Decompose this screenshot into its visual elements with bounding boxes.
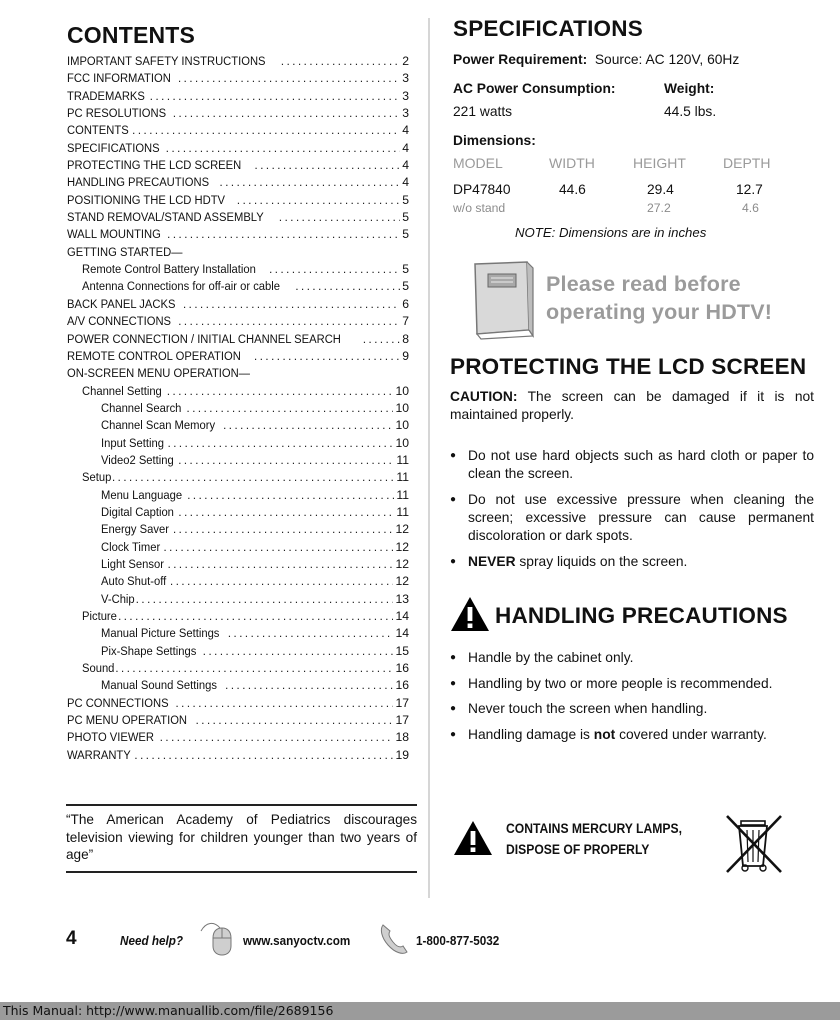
toc-entry-label: PC CONNECTIONS — [67, 695, 169, 710]
crossed-out-bin-icon — [721, 810, 787, 876]
website-link[interactable]: www.sanyoctv.com — [243, 933, 351, 948]
toc-leader-dots — [173, 521, 394, 538]
toc-entry — [67, 192, 409, 209]
toc-entry-page: 10 — [395, 418, 409, 433]
toc-entry-label: Menu Language — [101, 487, 183, 502]
toc-entry — [67, 695, 409, 712]
toc-entry-label: V-Chip — [101, 591, 135, 606]
list-item: ● Handling by two or more people is recommended. — [450, 675, 814, 693]
mouse-icon — [198, 922, 238, 956]
toc-entry-label: Digital Caption — [101, 504, 174, 519]
toc-entry-label: Channel Setting — [82, 383, 162, 398]
never-label: NEVER — [468, 554, 516, 569]
toc-leader-dots — [281, 53, 400, 70]
toc-leader-dots — [187, 487, 394, 504]
toc-entry — [67, 105, 409, 122]
toc-entry — [67, 209, 409, 226]
toc-entry — [67, 174, 409, 191]
col-width: WIDTH — [549, 155, 595, 171]
toc-entry-label: TRADEMARKS — [67, 88, 145, 103]
toc-entry-label: Remote Control Battery Installation — [82, 262, 256, 277]
toc-leader-dots — [254, 348, 400, 365]
toc-entry — [67, 417, 409, 434]
toc-entry-page: 12 — [395, 539, 409, 554]
toc-entry — [67, 435, 409, 452]
toc-leader-dots — [134, 747, 393, 764]
toc-entry-label: Channel Search — [101, 400, 182, 415]
toc-leader-dots — [167, 226, 400, 243]
col-model: MODEL — [453, 155, 503, 171]
toc-entry-page: 5 — [402, 227, 409, 242]
toc-leader-dots — [186, 400, 393, 417]
toc-entry-label: Picture — [82, 609, 117, 623]
toc-entry-page: 2 — [402, 54, 409, 68]
toc-entry — [67, 331, 409, 348]
toc-leader-dots — [118, 608, 394, 625]
toc-entry-label: Channel Scan Memory — [101, 418, 216, 433]
weight-label: Weight: — [664, 81, 715, 96]
toc-entry-page: 19 — [395, 747, 409, 762]
mercury-line-2: DISPOSE OF PROPERLY — [506, 842, 650, 857]
toc-entry-label: Input Setting — [101, 435, 164, 450]
toc-leader-dots — [178, 452, 394, 469]
toc-entry-label: Manual Picture Settings — [101, 626, 220, 641]
toc-entry-label: Sound — [82, 661, 115, 676]
toc-leader-dots — [167, 383, 394, 400]
power-requirement-value: Source: AC 120V, 60Hz — [594, 52, 740, 67]
list-item: ● Do not use hard objects such as hard cloth or paper to clean the screen. — [450, 447, 814, 483]
toc-entry-label: WARRANTY — [67, 747, 131, 762]
toc-entry-label: HANDLING PRECAUTIONS — [67, 175, 210, 190]
toc-entry — [67, 729, 409, 746]
toc-entry — [67, 278, 409, 295]
toc-entry-page: 11 — [396, 487, 409, 502]
cell-height: 29.4 — [647, 182, 674, 197]
toc-entry — [67, 157, 409, 174]
toc-entry — [67, 296, 409, 313]
power-requirement — [453, 52, 739, 67]
toc-entry-page: 14 — [395, 609, 409, 623]
power-requirement-label: Power Requirement: — [453, 52, 588, 67]
toc-leader-dots — [170, 573, 394, 590]
toc-leader-dots — [178, 504, 394, 521]
dimensions-header-row — [453, 155, 783, 173]
toc-leader-dots — [115, 660, 393, 677]
toc-entry — [67, 608, 409, 625]
toc-entry-label: BACK PANEL JACKS — [67, 296, 176, 311]
toc-entry — [67, 348, 409, 365]
toc-entry-page: 16 — [395, 661, 409, 676]
note-label: NOTE — [515, 225, 552, 240]
dimensions-note — [515, 225, 706, 240]
contents-list — [67, 53, 409, 764]
toc-entry-label: PC MENU OPERATION — [67, 713, 188, 728]
col-depth: DEPTH — [723, 155, 771, 171]
toc-leader-dots — [225, 677, 393, 694]
toc-entry — [67, 521, 409, 538]
toc-entry-page: 8 — [402, 331, 409, 346]
cell-height-without-stand: 27.2 — [647, 201, 671, 215]
toc-entry-page: 17 — [395, 713, 409, 728]
toc-leader-dots — [228, 625, 394, 642]
toc-entry-page: 5 — [402, 210, 409, 225]
toc-entry-page: 11 — [396, 470, 409, 485]
toc-entry — [67, 487, 409, 504]
toc-entry-page: 15 — [395, 643, 409, 658]
toc-entry — [67, 88, 409, 105]
toc-entry-page: 4 — [402, 158, 409, 173]
toc-entry-label: SPECIFICATIONS — [67, 140, 160, 155]
toc-leader-dots — [237, 192, 400, 209]
cell-model: DP47840 — [453, 182, 511, 197]
toc-entry-label: IMPORTANT SAFETY INSTRUCTIONS — [67, 54, 266, 68]
need-help-label: Need help? — [120, 933, 184, 948]
toc-entry-page: 3 — [402, 88, 409, 103]
toc-entry-label: PC RESOLUTIONS — [67, 106, 167, 121]
toc-entry — [67, 643, 409, 660]
toc-entry — [67, 313, 409, 330]
warning-icon — [453, 820, 493, 856]
toc-entry-page: 18 — [395, 730, 409, 745]
toc-entry — [67, 539, 409, 556]
warning-icon — [450, 596, 490, 632]
table-of-contents — [67, 22, 409, 764]
toc-leader-dots — [363, 331, 400, 348]
toc-entry — [67, 226, 409, 243]
cell-depth: 12.7 — [736, 182, 763, 197]
never-text: spray liquids on the screen. — [515, 554, 688, 569]
toc-entry — [67, 712, 409, 729]
toc-entry-page: 5 — [402, 192, 409, 207]
toc-entry — [67, 573, 409, 590]
toc-entry-page: 3 — [402, 71, 409, 86]
mercury-notice — [453, 810, 793, 880]
toc-entry-page: 17 — [395, 695, 409, 710]
handling-bullets — [450, 649, 814, 751]
toc-leader-dots — [195, 712, 393, 729]
col-height: HEIGHT — [633, 155, 686, 171]
toc-leader-dots — [279, 209, 400, 226]
manual-book-icon — [471, 260, 537, 340]
toc-entry-page: 6 — [402, 296, 409, 311]
toc-entry — [67, 140, 409, 157]
toc-entry-label: A/V CONNECTIONS — [67, 314, 172, 329]
weight-value: 44.5 lbs. — [664, 104, 717, 119]
toc-entry-label: Energy Saver — [101, 522, 169, 537]
phone-icon — [378, 922, 412, 956]
toc-entry-page: 5 — [402, 262, 409, 277]
toc-leader-dots — [269, 261, 400, 278]
toc-entry-label: ON-SCREEN MENU OPERATION— — [67, 366, 250, 381]
toc-entry-page: 12 — [395, 522, 409, 537]
notice-line-1: Please read before — [546, 272, 741, 296]
handling-title: HANDLING PRECAUTIONS — [495, 603, 788, 628]
toc-leader-dots — [150, 88, 401, 105]
mercury-line-1: CONTAINS MERCURY LAMPS, — [506, 821, 682, 836]
page-number: 4 — [66, 928, 77, 949]
toc-entry-page: 4 — [402, 140, 409, 155]
toc-entry — [67, 261, 409, 278]
mercury-text — [506, 818, 682, 860]
toc-entry-label: Manual Sound Settings — [101, 678, 217, 693]
toc-leader-dots — [178, 313, 400, 330]
note-text: : Dimensions are in inches — [551, 225, 707, 240]
column-divider — [428, 18, 430, 898]
toc-entry-page: 12 — [395, 556, 409, 571]
handling-last-bold: not — [593, 726, 616, 742]
list-item: ● Handle by the cabinet only. — [450, 649, 814, 667]
toc-entry — [67, 53, 409, 70]
toc-entry-label: WALL MOUNTING — [67, 227, 161, 242]
pediatrics-quote: “The American Academy of Pediatrics discourages television viewing for children younger than two years of age” — [66, 804, 417, 873]
toc-entry — [67, 122, 409, 139]
toc-entry-label: Pix-Shape Settings — [101, 643, 197, 658]
toc-leader-dots — [167, 556, 393, 573]
toc-entry — [67, 747, 409, 764]
list-item: ● Never touch the screen when handling. — [450, 700, 814, 718]
toc-entry-label: PROTECTING THE LCD SCREEN — [67, 158, 242, 173]
toc-leader-dots — [175, 695, 393, 712]
toc-leader-dots — [178, 70, 400, 87]
toc-entry-page: 4 — [402, 123, 409, 138]
list-item — [450, 726, 814, 744]
toc-entry — [67, 383, 409, 400]
notice-text — [546, 270, 772, 326]
notice-line-2: operating your HDTV! — [546, 300, 773, 324]
caution-body: The screen can be damaged if it is not maintained properly. — [450, 389, 814, 422]
toc-entry-label: FCC INFORMATION — [67, 71, 171, 86]
toc-leader-dots — [254, 157, 400, 174]
toc-entry — [67, 70, 409, 87]
toc-entry — [67, 400, 409, 417]
toc-leader-dots — [112, 469, 394, 486]
contents-title: CONTENTS — [67, 22, 196, 48]
toc-entry-label: GETTING STARTED— — [67, 244, 183, 259]
toc-entry-page: 10 — [395, 435, 409, 450]
toc-entry-page: 3 — [402, 106, 409, 121]
toc-entry-page: 10 — [395, 400, 409, 415]
toc-entry-label: STAND REMOVAL/STAND ASSEMBLY — [67, 210, 264, 225]
cell-depth-without-stand: 4.6 — [742, 201, 759, 215]
toc-entry-label: REMOTE CONTROL OPERATION — [67, 348, 241, 363]
toc-entry-label: POSITIONING THE LCD HDTV — [67, 192, 226, 207]
toc-leader-dots — [223, 417, 393, 434]
specifications-title: SPECIFICATIONS — [453, 16, 643, 41]
toc-entry — [67, 556, 409, 573]
protecting-bullets — [450, 447, 814, 579]
toc-leader-dots — [136, 591, 394, 608]
toc-entry — [67, 677, 409, 694]
toc-entry — [67, 504, 409, 521]
list-item — [450, 553, 814, 571]
toc-entry-page: 11 — [396, 452, 409, 467]
toc-entry-label: Clock Timer — [101, 539, 161, 554]
toc-entry-page: 12 — [395, 574, 409, 589]
phone-number: 1-800-877-5032 — [416, 933, 500, 948]
dimensions-row — [453, 182, 783, 200]
toc-leader-dots — [219, 174, 400, 191]
toc-entry-label: CONTENTS — [67, 123, 129, 138]
dimensions-without-stand-row — [453, 201, 783, 219]
toc-leader-dots — [167, 435, 393, 452]
handling-last-pre: Handling damage is — [468, 726, 594, 742]
cell-without-stand: w/o stand — [453, 201, 506, 215]
toc-entry-page: 11 — [396, 504, 409, 519]
toc-entry — [67, 660, 409, 677]
toc-entry-page: 14 — [395, 626, 409, 641]
toc-leader-dots — [163, 539, 393, 556]
toc-entry-label: POWER CONNECTION / INITIAL CHANNEL SEARCH — [67, 331, 341, 346]
toc-entry-page: 10 — [395, 383, 409, 398]
toc-entry-label: Setup — [82, 470, 112, 485]
toc-leader-dots — [166, 140, 401, 157]
toc-entry-page: 9 — [402, 348, 409, 363]
toc-entry-page: 13 — [395, 591, 409, 606]
toc-leader-dots — [173, 105, 401, 122]
toc-leader-dots — [203, 643, 394, 660]
toc-leader-dots — [160, 729, 394, 746]
caution-label: CAUTION: — [450, 389, 518, 404]
toc-entry — [67, 591, 409, 608]
source-bar[interactable]: This Manual: http://www.manuallib.com/file/2689156 — [0, 1002, 840, 1020]
toc-entry — [67, 469, 409, 486]
toc-leader-dots — [295, 278, 400, 295]
toc-leader-dots — [183, 296, 400, 313]
toc-entry-label: Antenna Connections for off-air or cable — [82, 279, 281, 294]
toc-entry-page: 5 — [402, 279, 409, 294]
page-footer — [66, 922, 586, 958]
toc-entry-label: Video2 Setting — [101, 452, 174, 467]
cell-width: 44.6 — [559, 182, 586, 197]
caution-text — [450, 388, 814, 424]
toc-entry-label: PHOTO VIEWER — [67, 730, 155, 745]
ac-power-value: 221 watts — [453, 104, 513, 119]
toc-entry — [67, 244, 409, 261]
toc-entry — [67, 365, 409, 382]
protecting-title: PROTECTING THE LCD SCREEN — [450, 354, 807, 379]
ac-power-label: AC Power Consumption: — [453, 81, 616, 96]
toc-entry — [67, 625, 409, 642]
list-item: ● Do not use excessive pressure when cleaning the screen; excessive pressure can cause permanent discoloration or dark spots. — [450, 491, 814, 545]
toc-entry-page: 4 — [402, 175, 409, 190]
read-manual-notice — [471, 260, 816, 350]
toc-entry-label: Auto Shut-off — [101, 574, 167, 589]
toc-entry-label: Light Sensor — [101, 556, 164, 571]
toc-entry-page: 16 — [395, 678, 409, 693]
toc-entry-page: 7 — [402, 314, 409, 329]
dimensions-label: Dimensions: — [453, 133, 536, 148]
toc-entry — [67, 452, 409, 469]
toc-leader-dots — [132, 122, 400, 139]
handling-last-post: covered under warranty. — [615, 726, 767, 742]
